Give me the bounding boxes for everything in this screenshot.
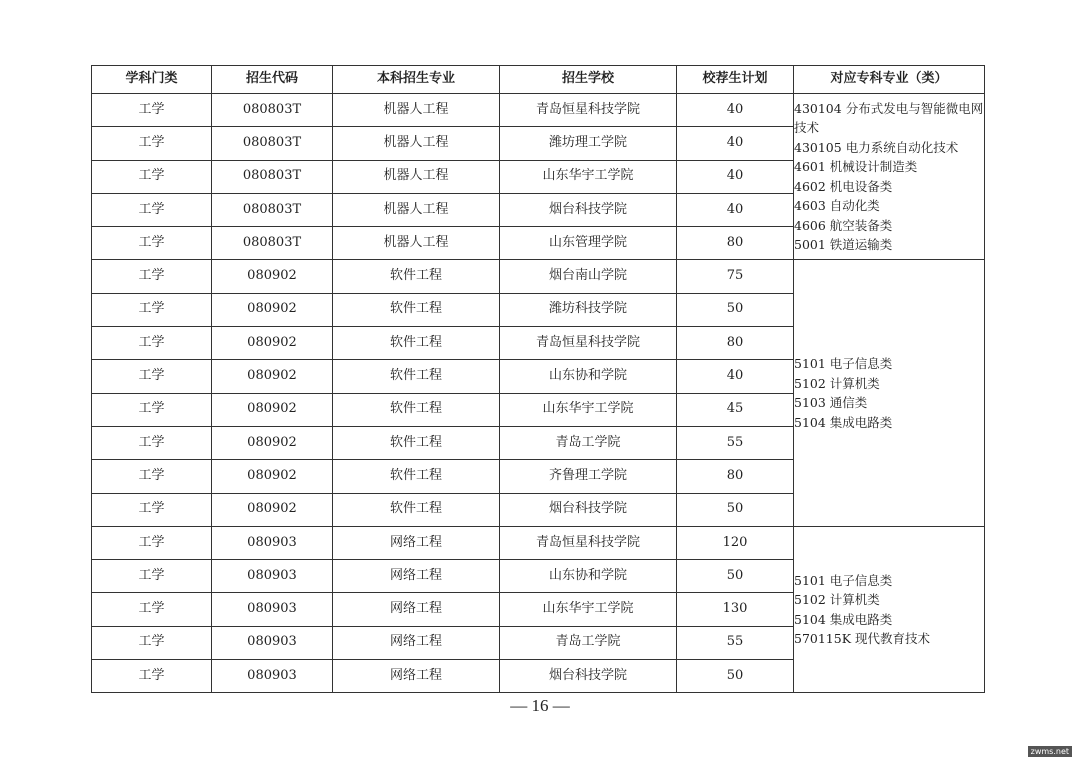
- cell-school: 烟台科技学院: [500, 660, 677, 693]
- cell-major: 机器人工程: [333, 94, 500, 127]
- cell-plan: 75: [677, 260, 794, 293]
- associate-major-line: 5001 铁道运输类: [794, 237, 893, 253]
- associate-major-cell: [794, 260, 985, 526]
- associate-major-line: 4606 航空装备类: [794, 217, 893, 233]
- cell-major: 软件工程: [333, 360, 500, 393]
- cell-school: 烟台科技学院: [500, 493, 677, 526]
- cell-major: 网络工程: [333, 626, 500, 659]
- cell-code: 080902: [212, 493, 333, 526]
- cell-major: 软件工程: [333, 493, 500, 526]
- cell-code: 080903: [212, 626, 333, 659]
- associate-major-line: 4603 自动化类: [794, 198, 880, 214]
- cell-school: 山东管理学院: [500, 227, 677, 260]
- cell-major: 软件工程: [333, 327, 500, 360]
- cell-code: 080903: [212, 660, 333, 693]
- cell-school: 青岛恒星科技学院: [500, 94, 677, 127]
- cell-school: 潍坊科技学院: [500, 293, 677, 326]
- cell-school: 山东华宇工学院: [500, 593, 677, 626]
- associate-major-cell: [794, 526, 985, 692]
- cell-plan: 80: [677, 227, 794, 260]
- cell-code: 080902: [212, 293, 333, 326]
- watermark: zwms.net: [1028, 746, 1072, 757]
- cell-school: 山东华宇工学院: [500, 160, 677, 193]
- associate-major-cell: [794, 94, 985, 260]
- cell-major: 软件工程: [333, 293, 500, 326]
- cell-major: 机器人工程: [333, 227, 500, 260]
- table-row: [92, 526, 985, 559]
- cell-code: 080803T: [212, 193, 333, 226]
- cell-major: 网络工程: [333, 526, 500, 559]
- cell-plan: 40: [677, 127, 794, 160]
- cell-plan: 130: [677, 593, 794, 626]
- header-plan: 校荐生计划: [677, 66, 794, 94]
- header-school: 招生学校: [500, 66, 677, 94]
- cell-school: 潍坊理工学院: [500, 127, 677, 160]
- cell-plan: 50: [677, 560, 794, 593]
- associate-major-line: 4601 机械设计制造类: [794, 159, 918, 175]
- cell-code: 080902: [212, 460, 333, 493]
- cell-category: 工学: [92, 493, 212, 526]
- cell-category: 工学: [92, 94, 212, 127]
- associate-major-line: 5104 集成电路类: [794, 611, 893, 627]
- cell-plan: 40: [677, 193, 794, 226]
- cell-plan: 55: [677, 426, 794, 459]
- cell-category: 工学: [92, 293, 212, 326]
- cell-plan: 80: [677, 460, 794, 493]
- cell-school: 齐鲁理工学院: [500, 460, 677, 493]
- cell-code: 080803T: [212, 94, 333, 127]
- cell-plan: 40: [677, 94, 794, 127]
- cell-code: 080803T: [212, 127, 333, 160]
- cell-code: 080902: [212, 426, 333, 459]
- cell-category: 工学: [92, 660, 212, 693]
- cell-major: 机器人工程: [333, 127, 500, 160]
- cell-major: 软件工程: [333, 460, 500, 493]
- cell-category: 工学: [92, 460, 212, 493]
- cell-category: 工学: [92, 260, 212, 293]
- cell-school: 青岛恒星科技学院: [500, 526, 677, 559]
- cell-major: 软件工程: [333, 393, 500, 426]
- page-number: — 16 —: [510, 696, 570, 715]
- cell-school: 烟台科技学院: [500, 193, 677, 226]
- cell-plan: 50: [677, 660, 794, 693]
- associate-major-line: 430105 电力系统自动化技术: [794, 139, 959, 155]
- cell-category: 工学: [92, 593, 212, 626]
- associate-major-line: 5101 电子信息类: [794, 572, 893, 588]
- cell-school: 山东协和学院: [500, 560, 677, 593]
- cell-code: 080803T: [212, 160, 333, 193]
- cell-school: 青岛工学院: [500, 626, 677, 659]
- associate-major-line: 5102 计算机类: [794, 375, 880, 391]
- cell-plan: 80: [677, 327, 794, 360]
- cell-category: 工学: [92, 360, 212, 393]
- cell-category: 工学: [92, 160, 212, 193]
- cell-category: 工学: [92, 626, 212, 659]
- cell-major: 机器人工程: [333, 193, 500, 226]
- header-major: 本科招生专业: [333, 66, 500, 94]
- cell-plan: 45: [677, 393, 794, 426]
- cell-category: 工学: [92, 393, 212, 426]
- cell-code: 080902: [212, 393, 333, 426]
- cell-code: 080902: [212, 260, 333, 293]
- cell-school: 青岛工学院: [500, 426, 677, 459]
- cell-plan: 40: [677, 360, 794, 393]
- cell-code: 080902: [212, 360, 333, 393]
- associate-major-line: 570115K 现代教育技术: [794, 631, 931, 647]
- cell-category: 工学: [92, 127, 212, 160]
- header-code: 招生代码: [212, 66, 333, 94]
- table-row: [92, 260, 985, 293]
- associate-major-line: 4602 机电设备类: [794, 178, 893, 194]
- cell-school: 烟台南山学院: [500, 260, 677, 293]
- cell-category: 工学: [92, 327, 212, 360]
- associate-major-line: 5101 电子信息类: [794, 356, 893, 372]
- cell-major: 软件工程: [333, 426, 500, 459]
- cell-plan: 50: [677, 293, 794, 326]
- cell-school: 山东协和学院: [500, 360, 677, 393]
- cell-code: 080903: [212, 593, 333, 626]
- table-row: [92, 94, 985, 127]
- table-body: [92, 94, 985, 693]
- cell-major: 机器人工程: [333, 160, 500, 193]
- cell-category: 工学: [92, 426, 212, 459]
- cell-major: 网络工程: [333, 560, 500, 593]
- enrollment-table: [91, 65, 985, 693]
- associate-major-line: 5103 通信类: [794, 395, 868, 411]
- cell-category: 工学: [92, 227, 212, 260]
- associate-major-line: 430104 分布式发电与智能微电网技术: [794, 100, 984, 136]
- cell-code: 080803T: [212, 227, 333, 260]
- table-header: [92, 66, 985, 94]
- header-associate-major: 对应专科专业（类）: [794, 66, 985, 94]
- cell-category: 工学: [92, 560, 212, 593]
- cell-major: 网络工程: [333, 660, 500, 693]
- cell-code: 080902: [212, 327, 333, 360]
- header-category: 学科门类: [92, 66, 212, 94]
- associate-major-line: 5102 计算机类: [794, 592, 880, 608]
- cell-school: 山东华宇工学院: [500, 393, 677, 426]
- cell-code: 080903: [212, 560, 333, 593]
- associate-major-line: 5104 集成电路类: [794, 414, 893, 430]
- cell-category: 工学: [92, 193, 212, 226]
- cell-plan: 120: [677, 526, 794, 559]
- cell-plan: 55: [677, 626, 794, 659]
- cell-plan: 50: [677, 493, 794, 526]
- cell-category: 工学: [92, 526, 212, 559]
- cell-major: 网络工程: [333, 593, 500, 626]
- cell-code: 080903: [212, 526, 333, 559]
- cell-school: 青岛恒星科技学院: [500, 327, 677, 360]
- cell-plan: 40: [677, 160, 794, 193]
- cell-major: 软件工程: [333, 260, 500, 293]
